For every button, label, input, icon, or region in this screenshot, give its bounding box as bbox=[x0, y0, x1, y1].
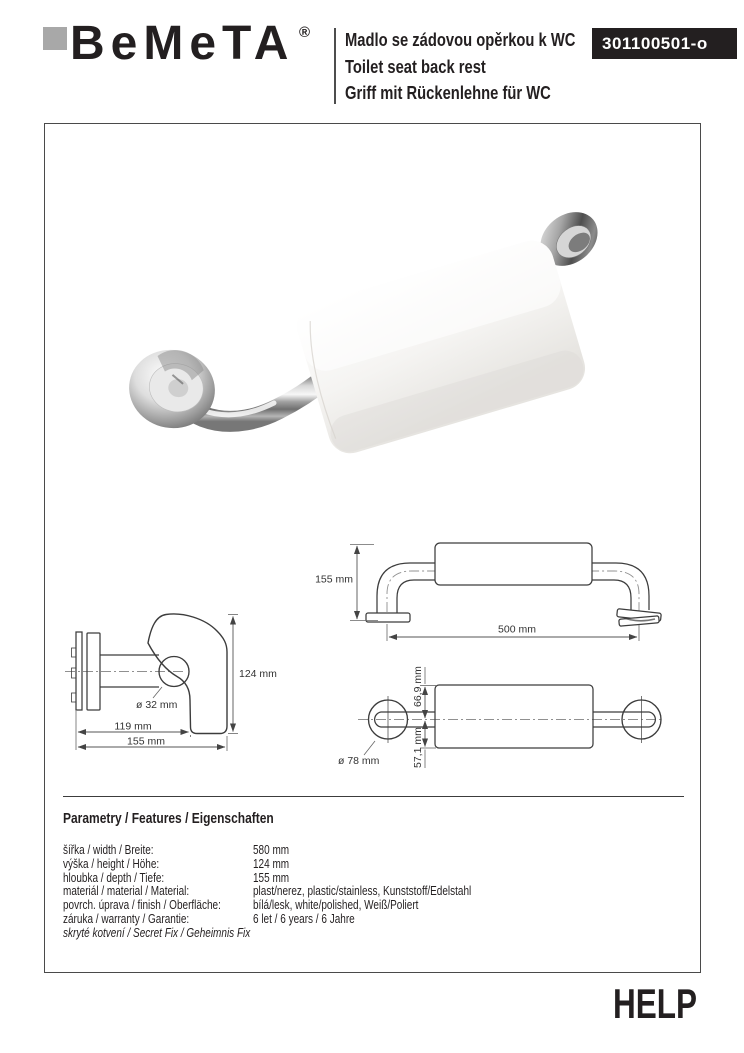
parameter-row-width bbox=[63, 844, 683, 858]
parameter-label: povrch. úprava / finish / Oberfläche: bbox=[63, 898, 221, 913]
brand-logo: BeMeTA bbox=[70, 17, 295, 70]
parameter-label: materiál / material / Material: bbox=[63, 884, 190, 899]
parameter-label: šířka / width / Breite: bbox=[63, 843, 154, 857]
top-view-flange-diameter-label: ø 78 mm bbox=[338, 755, 380, 767]
parameter-value: 580 mm bbox=[253, 843, 290, 857]
parameter-value: 6 let / 6 years / 6 Jahre bbox=[253, 911, 355, 926]
header-divider bbox=[334, 28, 336, 104]
drawing-top-view bbox=[330, 650, 703, 795]
side-view-depth-inner-label: 119 mm bbox=[114, 720, 152, 733]
product-code: 301100501-o bbox=[602, 34, 708, 53]
photo-back-rest-cushion bbox=[292, 235, 591, 458]
parameter-label: skryté kotvení / Secret Fix / Geheimnis Fix bbox=[63, 925, 251, 940]
parameter-row-material bbox=[63, 885, 683, 899]
side-view-depth-label: 155 mm bbox=[127, 735, 165, 748]
parameter-value: 124 mm bbox=[253, 856, 290, 871]
product-title-english: Toilet seat back rest bbox=[345, 56, 486, 77]
parameter-label: záruka / warranty / Garantie: bbox=[63, 911, 190, 926]
product-code-badge bbox=[592, 28, 737, 59]
drawing-side-view bbox=[55, 600, 300, 770]
parameter-value: plast/nerez, plastic/stainless, Kunststoff/Edelstahl bbox=[253, 884, 472, 899]
drawing-front-view bbox=[300, 520, 710, 652]
product-titles bbox=[345, 27, 626, 107]
parameter-value: 155 mm bbox=[253, 870, 290, 885]
registered-trademark-icon: ® bbox=[299, 24, 311, 41]
side-view-dimension-lines bbox=[78, 617, 233, 748]
parameter-row-finish bbox=[63, 899, 683, 913]
front-view-outline bbox=[366, 543, 661, 626]
parameter-label: hloubka / depth / Tiefe: bbox=[63, 870, 165, 885]
product-title-czech: Madlo se zádovou opěrkou k WC bbox=[345, 30, 576, 50]
parameter-row-height bbox=[63, 858, 683, 872]
product-title-german: Griff mit Rückenlehne für WC bbox=[345, 83, 551, 103]
side-view-height-label: 124 mm bbox=[239, 668, 277, 680]
side-view-outline bbox=[72, 614, 228, 734]
parameter-row-depth bbox=[63, 872, 683, 886]
side-view-tube-diameter-label: ø 32 mm bbox=[136, 699, 178, 711]
top-view-upper-offset-label: 66,9 mm bbox=[412, 666, 424, 707]
parameters-heading: Parametry / Features / Eigenschaften bbox=[63, 810, 274, 827]
parameter-row-secret-fix bbox=[63, 927, 683, 941]
parameters-table bbox=[63, 844, 683, 941]
front-view-height-label: 155 mm bbox=[315, 573, 353, 586]
product-photo bbox=[60, 140, 690, 500]
help-brand-label: HELP bbox=[612, 980, 697, 1027]
parameter-value: bílá/lesk, white/polished, Weiß/Poliert bbox=[253, 898, 419, 913]
parameter-row-warranty bbox=[63, 913, 683, 927]
section-divider bbox=[63, 796, 684, 797]
front-view-width-label: 500 mm bbox=[498, 623, 536, 636]
top-view-lower-offset-label: 57,1 mm bbox=[412, 727, 424, 768]
parameter-label: výška / height / Höhe: bbox=[63, 856, 160, 871]
logo-square-icon bbox=[43, 27, 67, 50]
